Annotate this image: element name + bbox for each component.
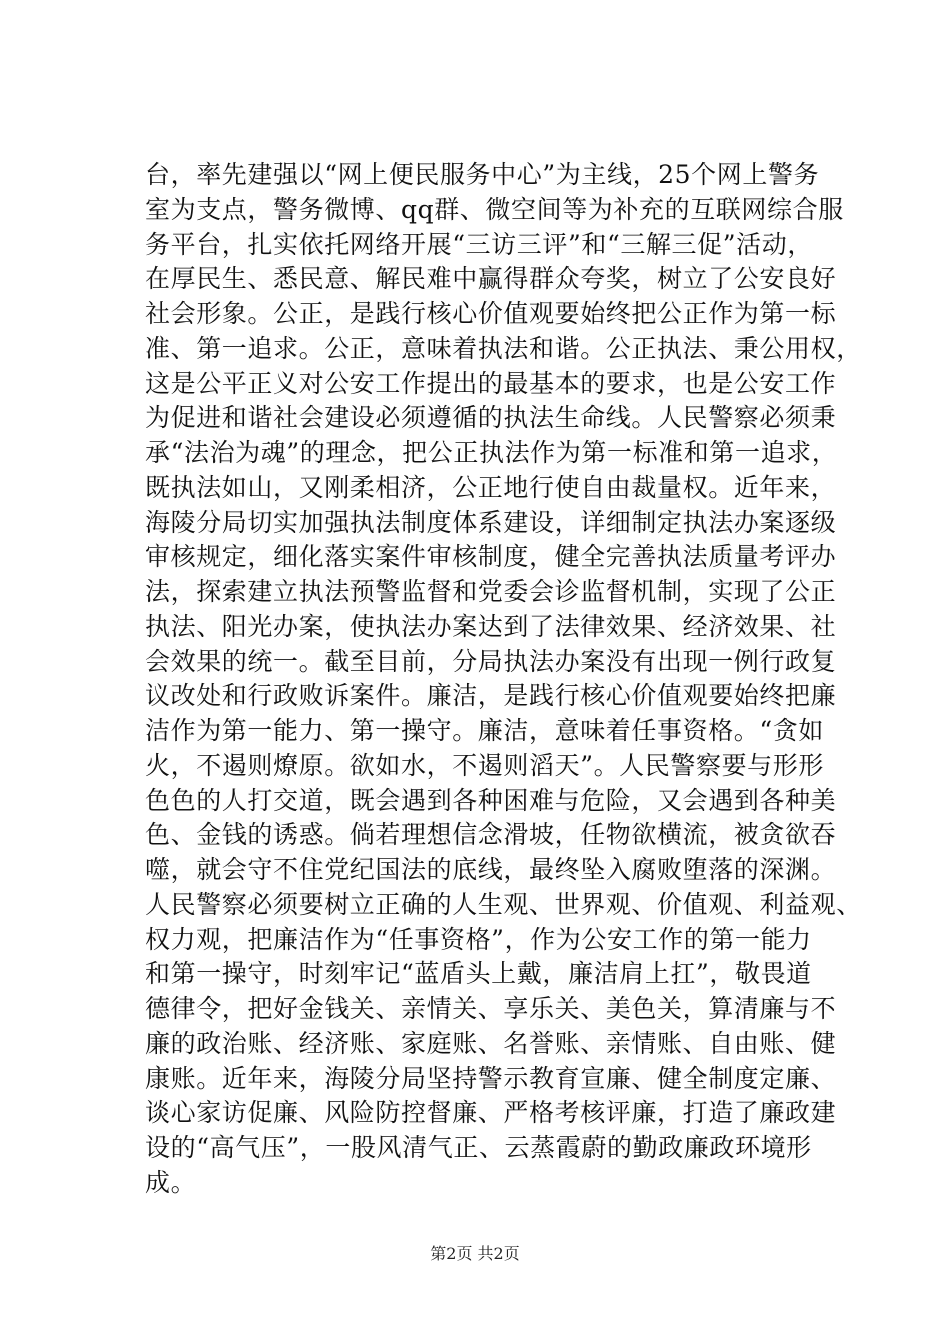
text-line: 权力观，把廉洁作为“任事资格”，作为公安工作的第一能力	[145, 924, 812, 954]
text-line: 廉的政治账、经济账、家庭账、名誉账、亲情账、自由账、健	[145, 1028, 837, 1058]
text-line: 议改处和行政败诉案件。廉洁，是践行核心价值观要始终把廉	[145, 681, 837, 711]
text-line: 准、第一追求。公正，意味着执法和谐。公正执法、秉公用权，	[145, 333, 862, 363]
text-line: 康账。近年来，海陵分局坚持警示教育宣廉、健全制度定廉、	[145, 1063, 837, 1093]
text-line: 色色的人打交道，既会遇到各种困难与危险，又会遇到各种美	[145, 785, 837, 815]
text-line: 室为支点，警务微博、qq群、微空间等为补充的互联网综合服	[145, 194, 844, 224]
page-footer: 第2页 共2页	[430, 1244, 520, 1263]
text-line: 这是公平正义对公安工作提出的最基本的要求，也是公安工作	[145, 368, 837, 398]
text-line: 法，探索建立执法预警监督和党委会诊监督机制，实现了公正	[145, 577, 837, 606]
text-line: 社会形象。公正，是践行核心价值观要始终把公正作为第一标	[145, 299, 837, 328]
text-line: 执法、阳光办案，使执法办案达到了法律效果、经济效果、社	[145, 611, 837, 641]
body-paragraph	[145, 158, 862, 1201]
text-line: 为促进和谐社会建设必须遵循的执法生命线。人民警察必须秉	[145, 403, 837, 433]
text-line: 设的“高气压”，一股风清气正、云蒸霞蔚的勤政廉政环境形	[145, 1133, 812, 1162]
text-line: 在厚民生、悉民意、解民难中赢得群众夸奖，树立了公安良好	[145, 264, 837, 294]
text-line: 谈心家访促廉、风险防控督廉、严格考核评廉，打造了廉政建	[145, 1098, 837, 1128]
text-line: 海陵分局切实加强执法制度体系建设，详细制定执法办案逐级	[145, 507, 837, 537]
text-line: 色、金钱的诱惑。倘若理想信念滑坡，任物欲横流，被贪欲吞	[145, 820, 837, 850]
text-line: 会效果的统一。截至目前，分局执法办案没有出现一例行政复	[145, 646, 837, 676]
text-line: 火，不遏则燎原。欲如水，不遏则滔天”。人民警察要与形形	[145, 750, 824, 780]
text-line: 既执法如山，又刚柔相济，公正地行使自由裁量权。近年来，	[145, 472, 837, 502]
text-line: 德律令，把好金钱关、亲情关、享乐关、美色关，算清廉与不	[145, 994, 837, 1023]
text-line: 承“法治为魂”的理念，把公正执法作为第一标准和第一追求，	[145, 438, 838, 467]
text-line: 审核规定，细化落实案件审核制度，健全完善执法质量考评办	[145, 542, 837, 572]
text-line: 洁作为第一能力、第一操守。廉洁，意味着任事资格。“贪如	[145, 716, 824, 745]
text-line: 和第一操守，时刻牢记“蓝盾头上戴，廉洁肩上扛”，敬畏道	[145, 959, 812, 989]
text-line: 噬，就会守不住党纪国法的底线，最终坠入腐败堕落的深渊。	[145, 855, 837, 884]
text-line: 成。	[145, 1167, 197, 1197]
text-line: 务平台，扎实依托网络开展“三访三评”和“三解三促”活动，	[145, 229, 813, 259]
text-line: 台，率先建强以“网上便民服务中心”为主线，25个网上警务	[145, 160, 820, 189]
text-line: 人民警察必须要树立正确的人生观、世界观、价值观、利益观、	[145, 889, 862, 919]
